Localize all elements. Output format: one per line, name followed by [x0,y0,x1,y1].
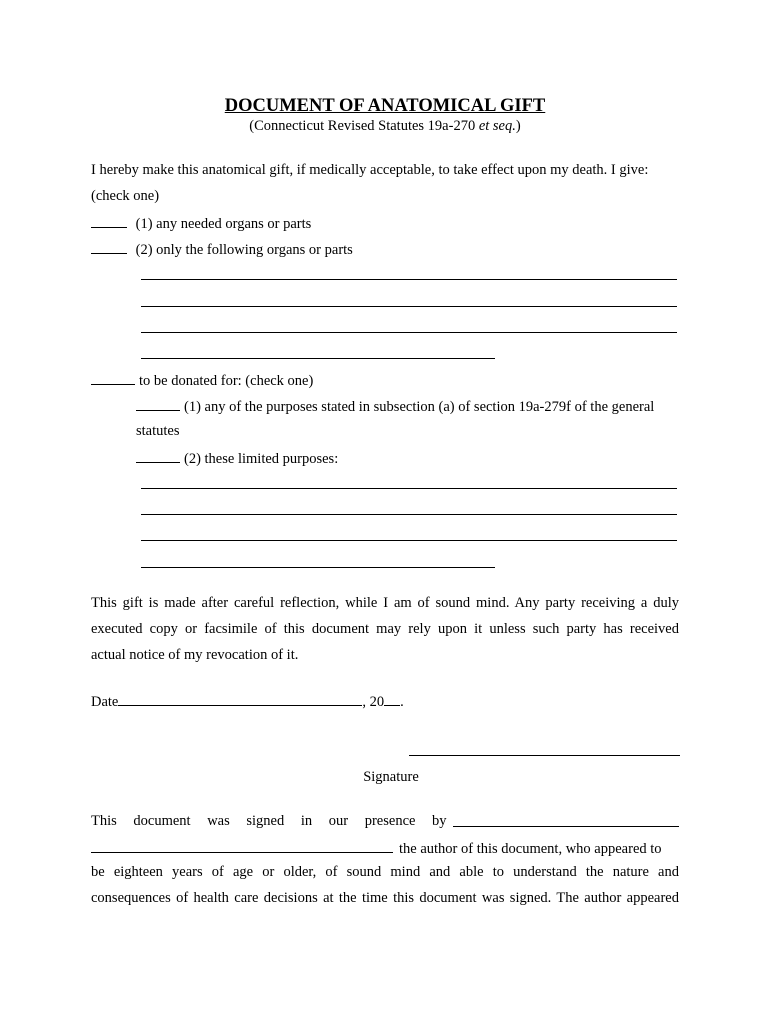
gift-option-2 [91,240,353,259]
purpose-option-2 [136,449,338,468]
purpose-option-1-checkbox-blank[interactable] [136,397,180,411]
gift-option-1 [91,214,311,233]
gift-option-1-label: (1) any needed organs or parts [135,216,312,232]
purpose-option-1 [136,397,654,416]
intro-line-2: (check one) [91,188,160,204]
witness-line-4: consequences of health care decisions at the time this document was signed. The author appeared [91,890,679,906]
witness-line-3: be eighteen years of age or older, of sound mind and able to understand the nature and [91,864,679,880]
witness-line-1 [91,813,679,830]
subtitle-italic: et seq. [478,118,516,134]
purpose-option-1-continued: statutes [136,423,180,439]
date-label: Date [91,694,119,710]
signature-blank-line[interactable] [409,755,680,756]
date-blank[interactable] [118,692,362,706]
author-name-blank-continued[interactable] [91,839,393,853]
purposes-blank-line-2[interactable] [141,514,677,515]
document-title: DOCUMENT OF ANATOMICAL GIFT [224,96,546,116]
purpose-option-2-label: (2) these limited purposes: [184,451,339,467]
donated-for-checkbox-blank[interactable] [91,371,135,385]
purposes-blank-line-3[interactable] [141,540,677,541]
reflection-paragraph [91,590,679,668]
subtitle-prefix: (Connecticut Revised Statutes 19a-270 [249,118,479,134]
purposes-blank-line-4[interactable] [141,567,495,568]
document-subtitle [0,118,770,135]
organs-blank-line-1[interactable] [141,279,677,280]
subtitle-suffix: ) [515,118,521,134]
organs-blank-line-3[interactable] [141,332,677,333]
witness-line-1-text: This document was signed in our presence by [91,813,447,829]
date-line [91,692,404,711]
organs-blank-line-2[interactable] [141,306,677,307]
author-name-blank[interactable] [453,813,679,827]
gift-option-2-checkbox-blank[interactable] [91,240,127,254]
reflection-line-1: This gift is made after careful reflection, while I am of sound mind. Any party receiving a duly [91,595,679,611]
date-end: . [400,694,404,710]
witness-paragraph [91,859,679,911]
purposes-blank-line-1[interactable] [141,488,677,489]
donated-for-label: to be donated for: (check one) [139,373,314,389]
gift-option-1-checkbox-blank[interactable] [91,214,127,228]
reflection-line-2: executed copy or facsimile of this document may rely upon it unless such party has received [91,621,679,637]
year-blank[interactable] [384,692,400,706]
purpose-option-2-checkbox-blank[interactable] [136,449,180,463]
donated-for-line [91,371,313,390]
organs-blank-line-4[interactable] [141,358,495,359]
date-year-label: , 20 [362,694,385,710]
signature-label: Signature [363,769,419,785]
intro-line-1: I hereby make this anatomical gift, if medically acceptable, to take effect upon my death. I give: [91,162,649,178]
gift-option-2-label: (2) only the following organs or parts [135,242,353,258]
witness-line-2-text: the author of this document, who appeared to [399,841,662,857]
purpose-option-1-label: (1) any of the purposes stated in subsection (a) of section 19a-279f of the general [184,399,655,415]
reflection-line-3: actual notice of my revocation of it. [91,647,299,663]
witness-line-2 [91,839,662,858]
